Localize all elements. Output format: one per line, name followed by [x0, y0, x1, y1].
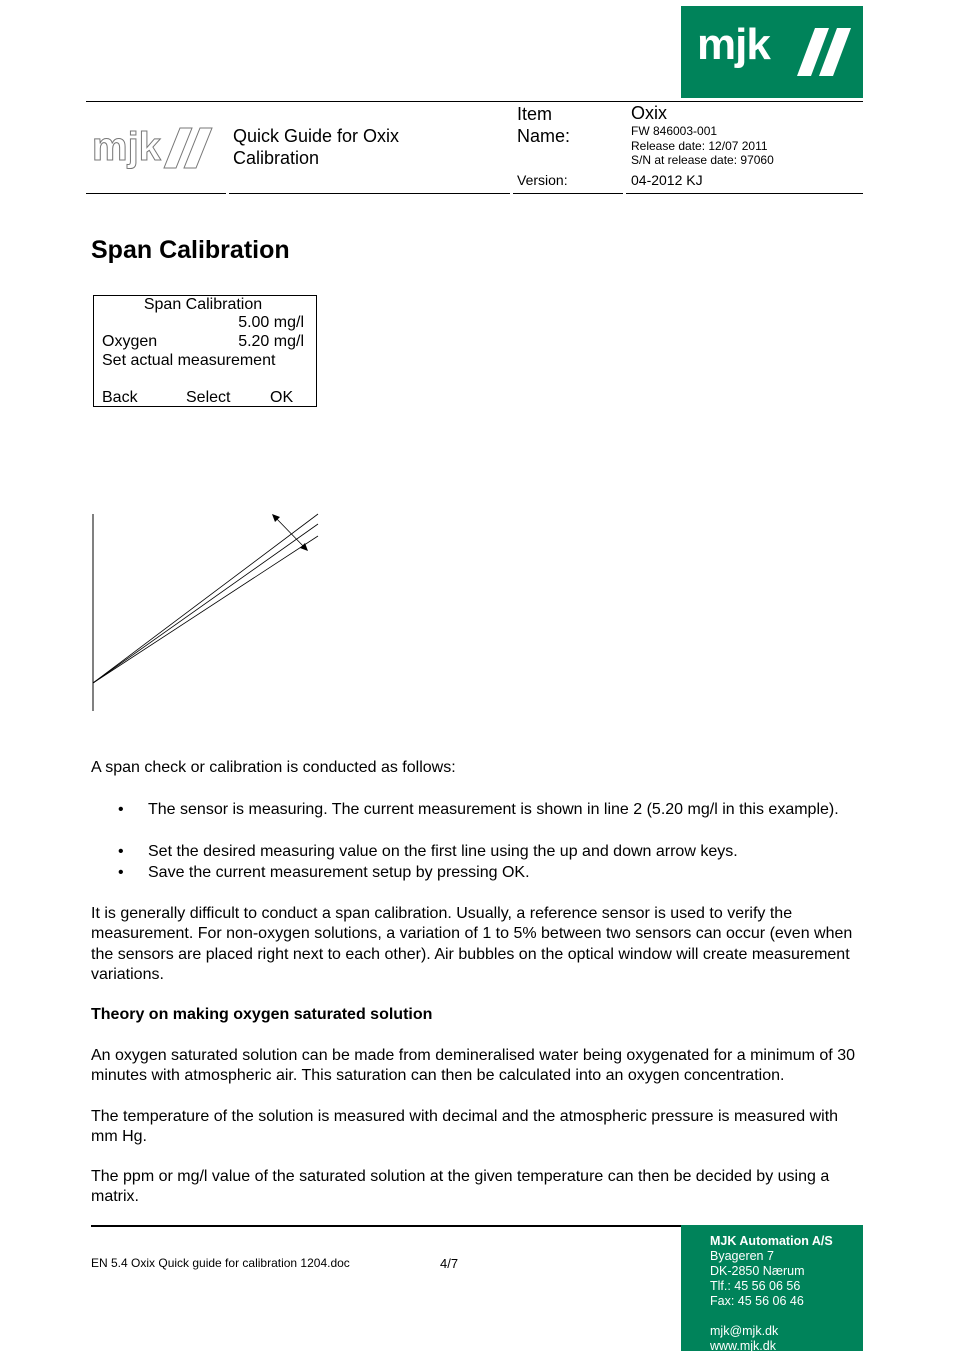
paragraph: The ppm or mg/l value of the saturated solution at the given temperature can then be decided by using a matrix.: [91, 1168, 830, 1206]
section-heading: Theory on making oxygen saturated solution: [91, 1006, 433, 1023]
page-title: Span Calibration: [91, 236, 290, 264]
doc-title-line: Calibration: [233, 148, 320, 168]
company-fax: Fax: 45 56 06 46: [710, 1294, 804, 1308]
display-softkeys: [102, 389, 304, 408]
serial-number: S/N at release date: 97060: [631, 153, 774, 167]
list-item: The sensor is measuring. The current measurement is shown in line 2 (5.20 mg/l in this example).: [148, 801, 839, 818]
mjk-outline-logo-icon: [90, 122, 222, 174]
company-name: MJK Automation A/S: [710, 1234, 833, 1248]
item-label-line: Name:: [517, 126, 571, 146]
company-street: Byageren 7: [710, 1249, 774, 1263]
header-bottom-rule: [513, 193, 623, 194]
item-name-label: [517, 103, 597, 147]
bullet-icon: •: [118, 843, 124, 860]
item-label-line: Item: [517, 104, 553, 124]
logo-slashes-icon: [793, 24, 853, 80]
svg-text:mjk: mjk: [92, 125, 161, 169]
paragraph: The temperature of the solution is measured with decimal and the atmospheric pressure is measured with mm Hg.: [91, 1108, 839, 1146]
softkey-back: Back: [102, 389, 138, 406]
display-set-value: 5.00 mg/l: [238, 314, 304, 331]
bullet-icon: •: [118, 801, 124, 818]
version-value: 04-2012 KJ: [631, 172, 703, 188]
paragraph: It is generally difficult to conduct a span calibration. Usually, a reference sensor is used to verify the measurement. For non-oxygen solutions, a variation of 1 to 5% between two sensors can occur (even when the sensors are placed right next to each other). Air bubbles on the optical window will create measurement variations.: [91, 905, 853, 983]
paragraph: An oxygen saturated solution can be made from demineralised water being oxygenated for a minimum of 30 minutes with atmospheric air. This saturation can then be calculated into an oxygen concentration.: [91, 1047, 855, 1085]
brand-logo-text: mjk: [697, 20, 770, 69]
display-instruction: Set actual measurement: [102, 352, 276, 369]
display-parameter: Oxygen: [102, 333, 158, 350]
softkey-ok: OK: [270, 389, 294, 406]
display-measurement-row: [102, 333, 304, 352]
doc-title: [233, 125, 493, 169]
span-diagram: [90, 510, 330, 720]
brand-logo: [681, 6, 863, 98]
company-phone: Tlf.: 45 56 06 56: [710, 1279, 801, 1293]
footer-rule: [91, 1225, 681, 1227]
list-item: Set the desired measuring value on the first line using the up and down arrow keys.: [148, 843, 738, 860]
company-web: www.mjk.dk: [710, 1339, 776, 1353]
list-item: Save the current measurement setup by pressing OK.: [148, 864, 530, 881]
span-slope-diagram: [90, 510, 330, 715]
display-title: Span Calibration: [143, 296, 263, 313]
version-label: Version:: [517, 172, 568, 188]
bullet-icon: •: [118, 864, 124, 881]
device-display: [93, 295, 317, 407]
intro-text: A span check or calibration is conducted as follows:: [91, 759, 456, 776]
header-bottom-rule: [626, 193, 863, 194]
release-date: Release date: 12/07 2011: [631, 138, 768, 153]
firmware-number: FW 846003-001: [631, 124, 718, 138]
softkey-select: Select: [186, 389, 231, 406]
item-name-value: Oxix: [631, 103, 667, 123]
small-logo: [90, 122, 222, 179]
company-address-box: [681, 1225, 863, 1351]
firmware-info: [631, 124, 774, 168]
page-number: 4/7: [440, 1256, 459, 1271]
header-top-rule: [86, 101, 863, 102]
header-bottom-rule: [86, 193, 226, 194]
display-measurement: 5.20 mg/l: [238, 333, 304, 350]
company-email: mjk@mjk.dk: [710, 1324, 779, 1338]
footer-filename: EN 5.4 Oxix Quick guide for calibration 1204.doc: [91, 1256, 350, 1270]
doc-title-line: Quick Guide for Oxix: [233, 126, 400, 146]
company-city: DK-2850 Nærum: [710, 1264, 805, 1278]
header-bottom-rule: [229, 193, 510, 194]
